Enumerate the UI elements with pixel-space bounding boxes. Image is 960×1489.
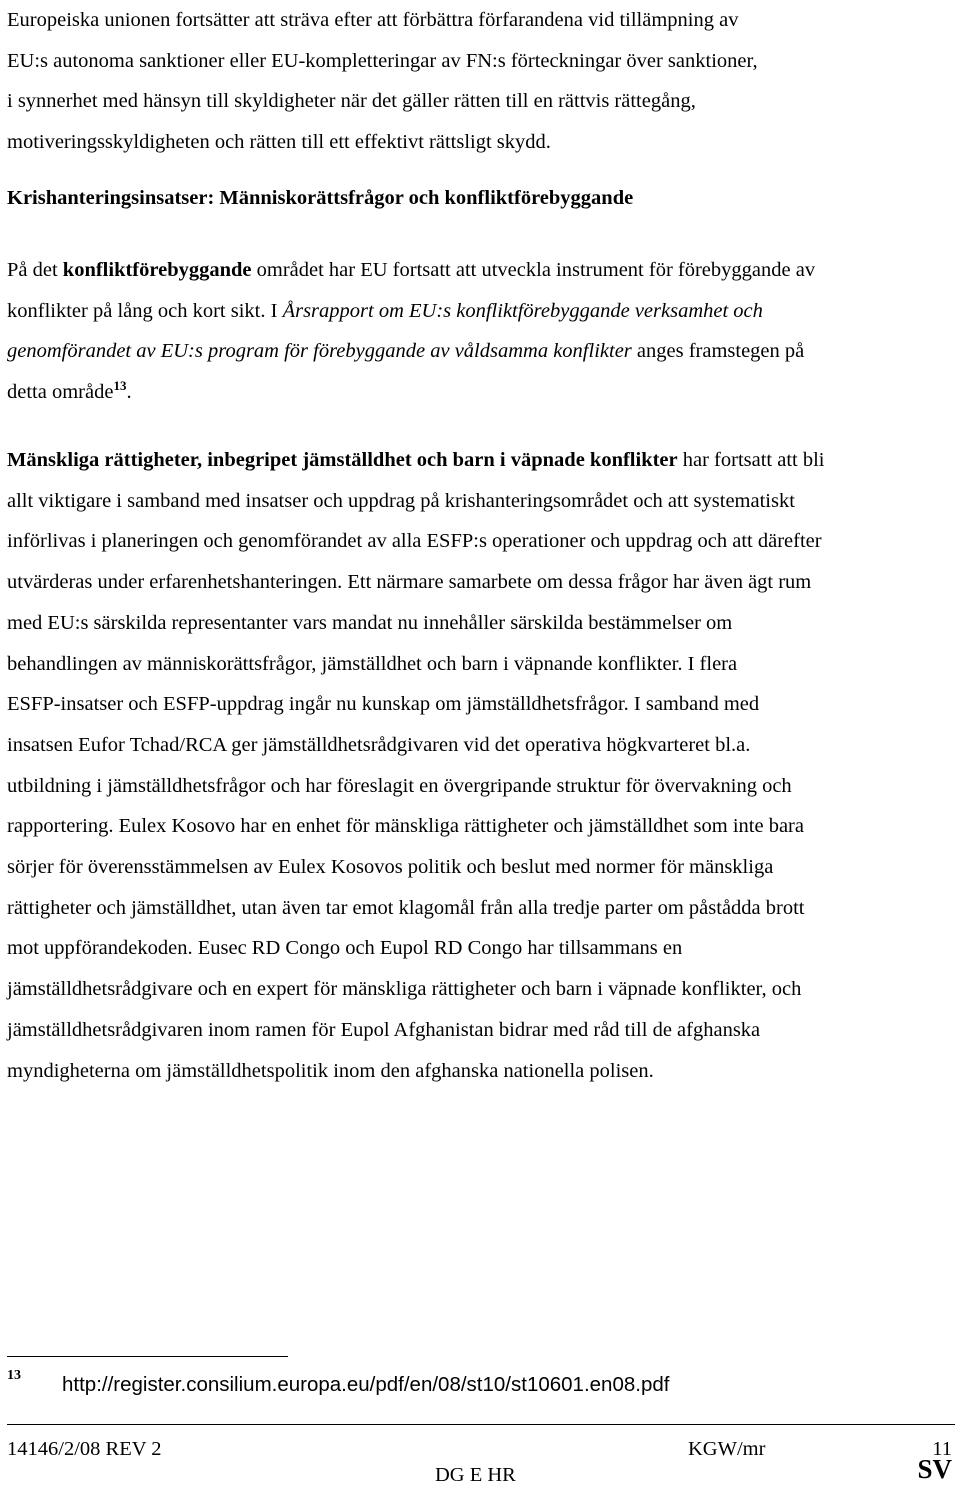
conflict-line [7,331,955,372]
rights-line: jämställdhetsrådgivare och en expert för mänskliga rättigheter och barn i väpnade konflikter, och [7,978,802,1001]
intro-line: motiveringsskyldigheten och rätten till ett effektivt rättsligt skydd. [7,131,551,154]
text-run: . [126,381,132,404]
rights-paragraph [7,440,955,1091]
rights-line [7,440,955,481]
rights-line: insatsen Eufor Tchad/RCA ger jämställdhetsrådgivaren vid det operativa högkvarteret bl.a. [7,733,751,756]
rights-line: rättigheter och jämställdhet, utan även tar emot klagomål från alla tredje parter om påstådda brott [7,896,805,919]
rights-line: myndigheterna om jämställdhetspolitik inom den afghanska nationella polisen. [7,1059,654,1082]
conflict-line [7,291,955,332]
intro-line: EU:s autonoma sanktioner eller EU-kompletteringar av FN:s förteckningar över sanktioner, [7,49,758,72]
footer-initials: KGW/mr [688,1438,766,1460]
report-title: genomförandet av EU:s program för förebyggande av våldsamma konflikter [7,340,632,363]
footer-doc-number: 14146/2/08 REV 2 [7,1438,162,1460]
rights-line: mot uppförandekoden. Eusec RD Congo och Eupol RD Congo har tillsammans en [7,937,683,960]
rights-line: utvärderas under erfarenhetshanteringen. Ett närmare samarbete om dessa frågor har även ägt rum [7,571,812,594]
bold-term: konfliktförebyggande [62,259,252,281]
intro-line: i synnerhet med hänsyn till skyldigheter när det gäller rätten till en rättvis rättegång, [7,90,696,113]
footer-dg: DG E HR [435,1464,516,1486]
footer-divider [7,1424,955,1425]
bold-term: Mänskliga rättigheter, inbegripet jämställdhet och barn i väpnade konflikter [7,449,678,471]
section-heading: Krishanteringsinsatser: Människorättsfrågor och konfliktförebyggande [7,187,634,209]
footnote-ref[interactable]: 13 [113,378,127,394]
conflict-line [7,250,955,291]
rights-line: rapportering. Eulex Kosovo har en enhet för mänskliga rättigheter och jämställdhet som inte bara [7,815,804,838]
footnote-number: 13 [7,1368,21,1383]
text-run: anges framstegen på [631,340,805,363]
rights-line: utbildning i jämställdhetsfrågor och har föreslagit en övergripande struktur för övervakning och [7,774,792,797]
rights-line: med EU:s särskilda representanter vars mandat nu innehåller särskilda bestämmelser om [7,611,733,634]
report-title: Årsrapport om EU:s konfliktförebyggande verksamhet och [282,299,763,322]
rights-line: jämställdhetsrådgivaren inom ramen för Eupol Afghanistan bidrar med råd till de afghanska [7,1018,761,1041]
rights-line: sörjer för överensstämmelsen av Eulex Kosovos politik och beslut med normer för mänskliga [7,856,774,879]
footer-page-number: 11 [932,1438,952,1460]
text-run: detta område [7,381,114,404]
intro-paragraph [7,0,955,163]
conflict-line [7,372,955,413]
text-run: På det [7,259,63,281]
text-run: har fortsatt att bli [677,449,825,471]
intro-line: Europeiska unionen fortsätter att sträva efter att förbättra förfarandena vid tillämpning av [7,9,739,31]
text-run: konflikter på lång och kort sikt. I [7,299,283,322]
footnote-divider [7,1356,288,1357]
rights-line: allt viktigare i samband med insatser och uppdrag på krishanteringsområdet och att systematiskt [7,489,795,512]
conflict-paragraph [7,250,955,413]
rights-line: införlivas i planeringen och genomförandet av alla ESFP:s operationer och uppdrag och att därefter [7,530,822,553]
rights-line: behandlingen av människorättsfrågor, jämställdhet och barn i väpnande konflikter. I flera [7,652,738,675]
footnote-link[interactable]: http://register.consilium.europa.eu/pdf/en/08/st10/st10601.en08.pdf [62,1373,670,1396]
footer-language: SV [917,1454,952,1484]
text-run: området har EU fortsatt att utveckla instrument för förebyggande av [251,259,816,281]
rights-line: ESFP-insatser och ESFP-uppdrag ingår nu kunskap om jämställdhetsfrågor. I samband med [7,693,760,716]
